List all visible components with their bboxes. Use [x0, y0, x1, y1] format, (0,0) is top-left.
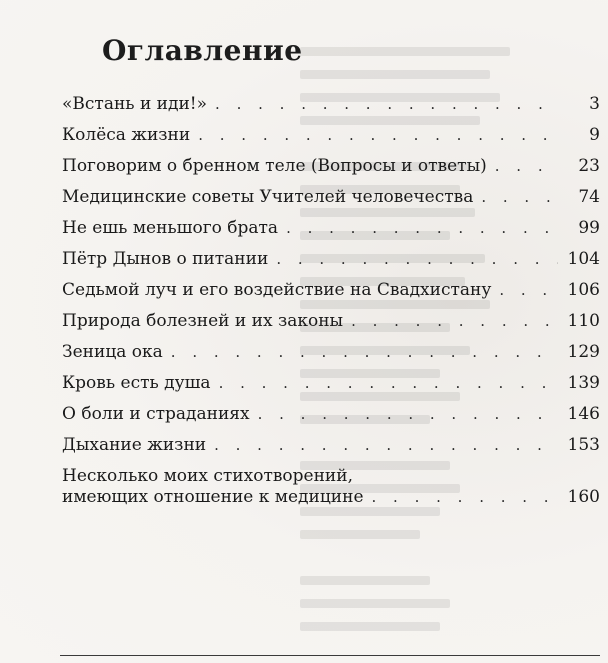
toc-entry[interactable]: [62, 404, 602, 425]
toc-entry-title: «Встань и иди!»: [62, 94, 208, 114]
dot-leader: [171, 342, 558, 363]
toc-entry-page: 153: [567, 435, 600, 455]
dot-leader: [219, 373, 558, 394]
toc-entry[interactable]: [62, 249, 602, 270]
table-of-contents: [62, 94, 602, 518]
toc-entry-page: 146: [567, 404, 600, 424]
dot-leader: [286, 218, 558, 239]
toc-entry-title: О боли и страданиях: [62, 404, 250, 424]
toc-entry-title: Седьмой луч и его воздействие на Свадхистану: [62, 280, 492, 300]
page-title: Оглавление: [102, 34, 303, 67]
toc-entry-multiline[interactable]: [62, 466, 602, 508]
toc-entry-page: 9: [589, 125, 600, 145]
dot-leader: [351, 311, 558, 332]
toc-entry[interactable]: [62, 125, 602, 146]
toc-entry-page: 160: [567, 487, 600, 507]
dot-leader: [258, 404, 558, 425]
toc-entry-title-line1: Несколько моих стихотворений,: [62, 466, 353, 486]
toc-entry-page: 139: [567, 373, 600, 393]
toc-entry[interactable]: [62, 280, 602, 301]
toc-entry-page: 104: [567, 249, 600, 269]
toc-entry[interactable]: [62, 218, 602, 239]
toc-entry-title: Медицинские советы Учителей человечества: [62, 187, 474, 207]
toc-entry-page: 3: [589, 94, 600, 114]
toc-entry-page: 106: [567, 280, 600, 300]
toc-entry[interactable]: [62, 373, 602, 394]
toc-entry-title: Природа болезней и их законы: [62, 311, 344, 331]
dot-leader: [499, 280, 558, 301]
dot-leader: [276, 249, 558, 270]
toc-entry-title: Поговорим о бренном теле (Вопросы и ответы): [62, 156, 487, 176]
toc-entry[interactable]: [62, 311, 602, 332]
toc-entry-title: Не ешь меньшого брата: [62, 218, 279, 238]
toc-entry-page: 23: [578, 156, 600, 176]
dot-leader: [372, 487, 558, 508]
toc-entry-page: 110: [567, 311, 600, 331]
toc-entry-page: 129: [567, 342, 600, 362]
toc-entry-title-line2: имеющих отношение к медицине: [62, 487, 364, 507]
toc-entry-title: Дыхание жизни: [62, 435, 207, 455]
dot-leader: [215, 94, 558, 115]
toc-entry[interactable]: [62, 342, 602, 363]
toc-entry-title: Колёса жизни: [62, 125, 191, 145]
toc-entry-title: Зеница ока: [62, 342, 163, 362]
dot-leader: [481, 187, 558, 208]
toc-entry[interactable]: [62, 94, 602, 115]
toc-entry-title: Кровь есть душа: [62, 373, 211, 393]
toc-entry[interactable]: [62, 156, 602, 177]
dot-leader: [495, 156, 558, 177]
toc-entry[interactable]: [62, 435, 602, 456]
dot-leader: [198, 125, 558, 146]
dot-leader: [214, 435, 558, 456]
toc-entry-title: Пётр Дынов о питании: [62, 249, 269, 269]
toc-entry[interactable]: [62, 187, 602, 208]
toc-entry-title: [62, 466, 364, 508]
toc-entry-page: 74: [578, 187, 600, 207]
toc-entry-page: 99: [578, 218, 600, 238]
bottom-rule: [60, 655, 600, 656]
